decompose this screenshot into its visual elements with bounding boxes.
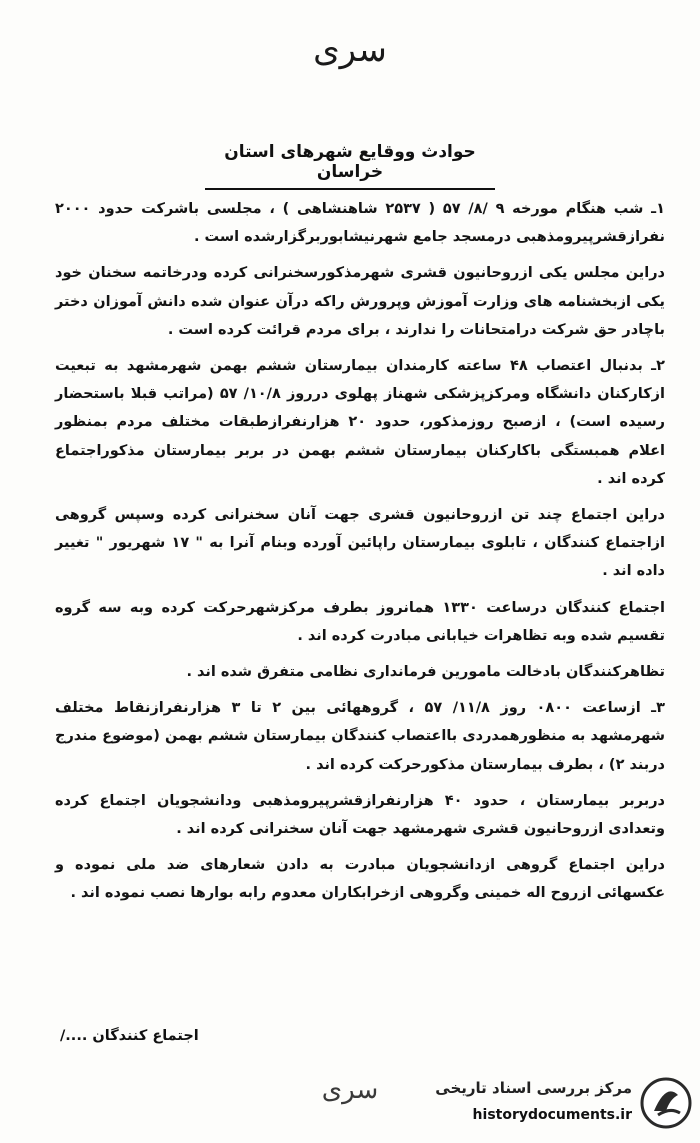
continuation-note: اجتماع کنندگان ..../ [60, 1028, 199, 1044]
paragraph-1: ۱ـ شب هنگام مورخه ۹ /۸/ ۵۷ ( ۲۵۳۷ شاهنشاهی ) ، مجلسی باشرکت حدود ۲۰۰۰ نفرازقشرپیرومذهبی درمسجد جامع شهرنیشابوربرگزارشده است . [55, 201, 665, 246]
classification-mark-bottom: سری [321, 1075, 379, 1105]
paragraph-8: دربربر بیمارستان ، حدود ۴۰ هزارنفرازقشرپیرومذهبی ودانشجویان اجتماع کرده وتعدادی ازروحانیون قشری شهرمشهد جهت آنان سخنرانی کرده اند . [55, 792, 665, 838]
paragraph-4: دراین اجتماع چند تن ازروحانیون قشری جهت آنان سخنرانی کرده وسپس گروهی ازاجتماع کنندگان ، تابلوی بیمارستان راپائین آورده وبنام آنرا به " ۱۷ شهریور " تغییر داده اند . [55, 507, 665, 580]
paragraph-3: ۲ـ بدنبال اعتصاب ۴۸ ساعته کارمندان بیمارستان ششم بهمن شهرمشهد به تبعیت ازکارکنان دانشگاه ومرکزپزشکی شهناز پهلوی درروز ۱۰/۸/ ۵۷ (مراتب قبلا باستحضار رسیده است) ، ازصبح روزمذکور، حدود ۲۰ هزارنفرازطبقات مختلف مردم بمنظور اعلام همبستگی باکارکنان بیمارستان ششم بهمن در بربر بیمارستان مذکوراجتماع کرده اند . [55, 358, 666, 487]
classification-mark-top: سری [313, 30, 387, 70]
document-title: حوادث ووقایع شهرهای استان خراسان [205, 142, 495, 190]
archive-logo-icon [640, 1077, 692, 1129]
paragraph-5: اجتماع کنندگان درساعت ۱۳۳۰ همانروز بطرف مرکزشهرحرکت کرده وبه سه گروه تقسیم شده وبه تظاهرات خیابانی مبادرت کرده اند . [55, 599, 665, 644]
archive-watermark [435, 1075, 692, 1135]
document-body [55, 195, 665, 916]
paragraph-7: ۳ـ ازساعت ۰۸۰۰ روز ۱۱/۸/ ۵۷ ، گروههائی بین ۲ تا ۳ هزارنفرازنقاط مختلف شهرمشهد به منظورهمدردی بااعتصاب کنندگان بیمارستان ششم بهمن (موضوع مندرج دربند ۲) ، بطرف بیمارستان مذکورحرکت کرده اند . [55, 700, 665, 773]
archive-name: مرکز بررسی اسناد تاریخی [435, 1079, 632, 1097]
paragraph-6: تظاهرکنندگان بادخالت مامورین فرمانداری نظامی متفرق شده اند . [186, 664, 665, 681]
paragraph-9: دراین اجتماع گروهی ازدانشجویان مبادرت به دادن شعارهای ضد ملی نموده و عکسهائی ازروح اله خمینی وگروهی ازخرابکاران معدوم رابه بوارها نصب نموده اند . [55, 857, 665, 902]
archive-url: historydocuments.ir [472, 1107, 632, 1123]
paragraph-2: دراین مجلس یکی ازروحانیون قشری شهرمذکورسخنرانی کرده ودرخاتمه سخنان خود یکی ازبخشنامه های وزارت آموزش وپرورش راکه درآن عنوان شده دانش آموزان دختر باچادر حق شرکت درامتحانات را ندارند ، برای مردم قرائت کرده است . [55, 265, 665, 338]
